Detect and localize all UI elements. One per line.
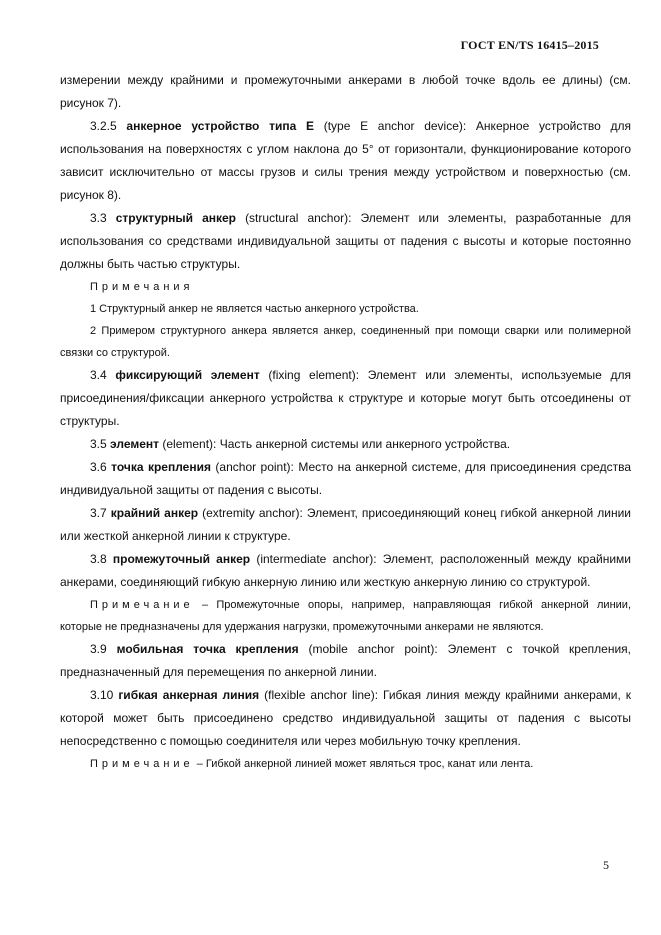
section-text: (flexible anchor line): Гибкая линия между крайними анкерами, к которой может быть присоединено средство индивидуальной защиты от падения с высоты непосредственно с помощью соединителя или через мобильную точку крепления. (60, 688, 631, 748)
section-term: точка крепления (111, 460, 211, 474)
section-3-9 (60, 638, 631, 684)
section-text: (structural anchor): Элемент или элементы, разработанные для использования со средствами индивидуальной защиты от падения с высоты и которые постоянно должны быть частью структуры. (60, 211, 632, 271)
section-text: (anchor point): Место на анкерной системе, для присоединения средства индивидуальной защиты от падения с высоты. (60, 460, 631, 497)
section-number: 3.6 (90, 460, 107, 474)
note-1: 1 Структурный анкер не является частью анкерного устройства. (90, 303, 419, 315)
notes-heading: Примечания (90, 281, 194, 293)
section-3-3 (60, 207, 631, 276)
section-3-8 (60, 548, 631, 594)
section-number: 3.10 (90, 688, 114, 702)
section-term: мобильная точка крепления (116, 642, 299, 656)
note-4 (60, 753, 631, 775)
section-term: крайний анкер (110, 506, 199, 520)
section-term: гибкая анкерная линия (118, 688, 260, 702)
note-label: Примечание (90, 599, 194, 611)
section-text: (extremity anchor): Элемент, присоединяющий конец гибкой анкерной линии или жесткой анкерной линии к структуре. (60, 506, 631, 543)
note-2: 2 Примером структурного анкера является анкер, соединенный при помощи сварки или полимерной связки со структурой. (60, 325, 631, 359)
section-3-7 (60, 502, 631, 548)
paragraph-continuation: измерении между крайними и промежуточными анкерами в любой точке вдоль ее длины) (см. рисунок 7). (60, 73, 631, 110)
section-number: 3.4 (90, 368, 107, 382)
section-number: 3.9 (90, 642, 107, 656)
section-number: 3.2.5 (90, 119, 117, 133)
note-text: – Промежуточные опоры, например, направляющая гибкой анкерной линии, которые не предназначены для удержания нагрузки, промежуточными анкерами не являются. (60, 599, 631, 633)
section-number: 3.7 (90, 506, 107, 520)
page-header: ГОСТ EN/TS 16415–2015 (460, 38, 599, 52)
section-term: анкерное устройство типа E (126, 119, 314, 133)
page-body (60, 69, 631, 775)
section-3-4 (60, 364, 631, 433)
section-text: (type E anchor device): Анкерное устройство для использования на поверхностях с углом наклона до 5° от горизонтали, функционирование которого зависит исключительно от массы грузов и силы трения между устройством и поверхностью (см. рисунок 8). (60, 119, 632, 202)
section-text: (mobile anchor point): Элемент с точкой крепления, предназначенный для перемещения по анкерной линии. (60, 642, 631, 679)
section-text: (element): Часть анкерной системы или анкерного устройства. (162, 437, 511, 451)
section-number: 3.8 (90, 552, 107, 566)
note-label: Примечание (90, 758, 194, 770)
section-text: (intermediate anchor): Элемент, расположенный между крайними анкерами, соединяющий гибкую анкерную линию или жесткую анкерную линию со структурой. (60, 552, 631, 589)
section-3-5 (60, 433, 631, 456)
section-3-10 (60, 684, 631, 753)
note-text: – Гибкой анкерной линией может являться трос, канат или лента. (196, 758, 534, 770)
section-term: фиксирующий элемент (115, 368, 260, 382)
section-3-2-5 (60, 115, 631, 207)
section-term: структурный анкер (115, 211, 237, 225)
section-3-6 (60, 456, 631, 502)
section-text: (fixing element): Элемент или элементы, используемые для присоединения/фиксации анкерного устройства к структуре и которые могут быть отсоединены от структуры. (60, 368, 632, 428)
section-term: элемент (110, 437, 160, 451)
section-term: промежуточный анкер (112, 552, 251, 566)
section-number: 3.5 (90, 437, 107, 451)
section-number: 3.3 (90, 211, 107, 225)
page-number: 5 (603, 858, 609, 872)
note-3 (60, 594, 631, 638)
